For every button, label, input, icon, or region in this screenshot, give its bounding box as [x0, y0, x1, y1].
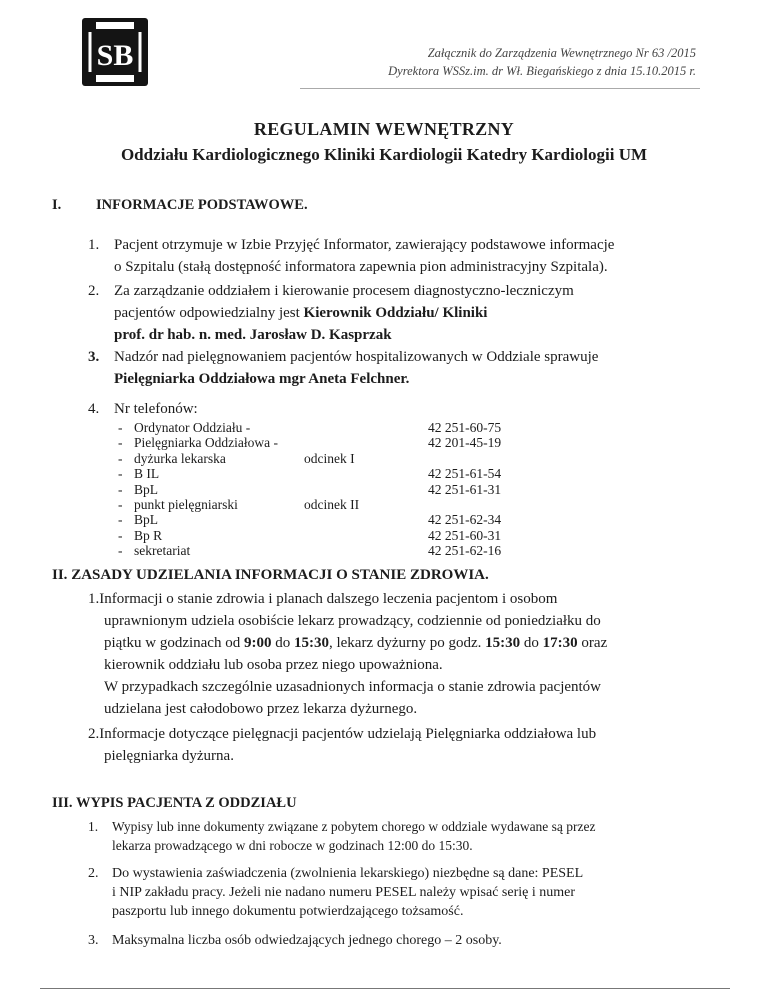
document-subtitle: Oddziału Kardiologicznego Kliniki Kardiologii Katedry Kardiologii UM [120, 145, 648, 164]
reference-line-1: Załącznik do Zarządzenia Wewnętrznego Nr 63 /2015 [427, 46, 696, 60]
phone-number: 42 251-62-16 [428, 543, 502, 559]
phone-row: - Bp R 42 251-60-31 [118, 527, 502, 543]
hours-start: 9:00 [243, 635, 272, 651]
s3-item-3-number: 3. [88, 933, 99, 948]
head-nurse-name: Pielęgniarka Oddziałowa mgr Aneta Felchner. [114, 371, 410, 387]
phone-number: 42 251-60-75 [428, 420, 502, 435]
duty-hours-start: 15:30 [485, 635, 521, 651]
document-title: REGULAMIN WEWNĘTRZNY [253, 119, 515, 139]
phone-number: 42 201-45-19 [428, 435, 502, 451]
s1-item-1-number: 1. [88, 237, 100, 253]
footer-divider [40, 988, 730, 989]
phone-row: - B IL 42 251-61-54 [118, 466, 502, 482]
phone-number: 42 251-61-31 [428, 481, 502, 497]
phone-number: 42 251-62-34 [428, 512, 502, 528]
section-3-heading [52, 795, 297, 812]
regulation-reference [388, 44, 696, 80]
s3-item-2-number: 2. [88, 866, 99, 881]
hours-end: 15:30 [293, 635, 329, 651]
s1-item-4-number: 4. [88, 401, 100, 417]
phone-row: - punkt pielęgniarski odcinek II [118, 496, 360, 512]
s1-item-1: Pacjent otrzymuje w Izbie Przyjęć Informator, zawierający podstawowe informacje o Szpitalu (stałą dostępność informatora zapewnia pion administracyjny Szpitala). [114, 237, 615, 275]
phone-row: - BpL 42 251-61-31 [118, 481, 502, 497]
hospital-logo-icon [82, 18, 148, 86]
hospital-logo [82, 18, 148, 86]
s2-item-1: 1.Informacji o stanie zdrowia i planach dalszego leczenia pacjentom i osobom uprawnionym udziela osobiście lekarz prowadzący, codziennie od poniedziałku do piątku w godzinach od 9:00 do 15:30, lekarz dyżurny po godz. 15:30 do 17:30 oraz kierownik oddziału lub osoba przez niego upoważniona. W przypadkach szczególnie uzasadnionych informacja o stanie zdrowia pacjentów udzielana jest całodobowo przez lekarza dyżurnego. [88, 591, 608, 717]
s3-item-1-number: 1. [88, 819, 99, 834]
phone-number: 42 251-61-54 [428, 466, 502, 482]
phone-row: - dyżurka lekarska odcinek I [118, 450, 355, 466]
reference-line-2: Dyrektora WSSz.im. dr Wł. Biegańskiego z dnia 15.10.2015 r. [388, 64, 696, 78]
phone-row: - sekretariat 42 251-62-16 [118, 543, 502, 559]
s1-item-2: Za zarządzanie oddziałem i kierowanie procesem diagnostyczno-leczniczym pacjentów odpowiedzialny jest Kierownik Oddziału/ Kliniki prof. dr hab. n. med. Jarosław D. Kasprzak [114, 280, 704, 346]
s1-item-3-number: 3. [88, 349, 100, 365]
svg-text:SB: SB [96, 39, 134, 72]
s1-item-3: Nadzór nad pielęgnowaniem pacjentów hospitalizowanych w Oddziale sprawuje Pielęgniarka Oddziałowa mgr Aneta Felchner. [114, 346, 704, 390]
section-1-heading [52, 197, 308, 214]
phone-list [118, 420, 538, 559]
section-1-title: INFORMACJE PODSTAWOWE. [96, 197, 308, 213]
section-2-heading [52, 567, 489, 584]
head-of-ward-name: prof. dr hab. n. med. Jarosław D. Kasprzak [114, 327, 392, 343]
phone-row: - BpL 42 251-62-34 [118, 512, 502, 528]
section-3-number: III. [52, 795, 73, 811]
header-divider [300, 88, 700, 89]
duty-hours-end: 17:30 [542, 635, 578, 651]
section-1-number: I. [52, 197, 62, 213]
s2-item-2: 2.Informacje dotyczące pielęgnacji pacjentów udzielają Pielęgniarka oddziałowa lub pielęgniarka dyżurna. [88, 726, 597, 764]
s3-item-1: Wypisy lub inne dokumenty związane z pobytem chorego w oddziale wydawane są przez lekarza prowadzącego w dni robocze w godzinach 12:00 do 15:30. [112, 819, 596, 853]
phone-row: - Ordynator Oddziału - 42 251-60-75 [118, 420, 502, 435]
phone-row: - Pielęgniarka Oddziałowa - 42 201-45-19 [118, 435, 502, 451]
s3-item-3: Maksymalna liczba osób odwiedzających jednego chorego – 2 osoby. [112, 933, 502, 948]
phone-list-label: Nr telefonów: [114, 401, 198, 417]
head-of-ward-label: Kierownik Oddziału/ Kliniki [303, 305, 488, 321]
section-2-number: II. [52, 567, 68, 583]
s3-item-2: Do wystawienia zaświadczenia (zwolnienia lekarskiego) niezbędne są dane: PESEL i NIP zakładu pracy. Jeżeli nie nadano numeru PESEL należy wpisać serię i numer paszportu lub innego dokumentu potwierdzającego tożsamość. [112, 866, 584, 919]
phone-number: 42 251-60-31 [428, 527, 502, 543]
section-2-title: ZASADY UDZIELANIA INFORMACJI O STANIE ZDROWIA. [71, 567, 489, 583]
section-3-title: WYPIS PACJENTA Z ODDZIAŁU [75, 795, 297, 811]
s1-item-2-number: 2. [88, 283, 100, 299]
